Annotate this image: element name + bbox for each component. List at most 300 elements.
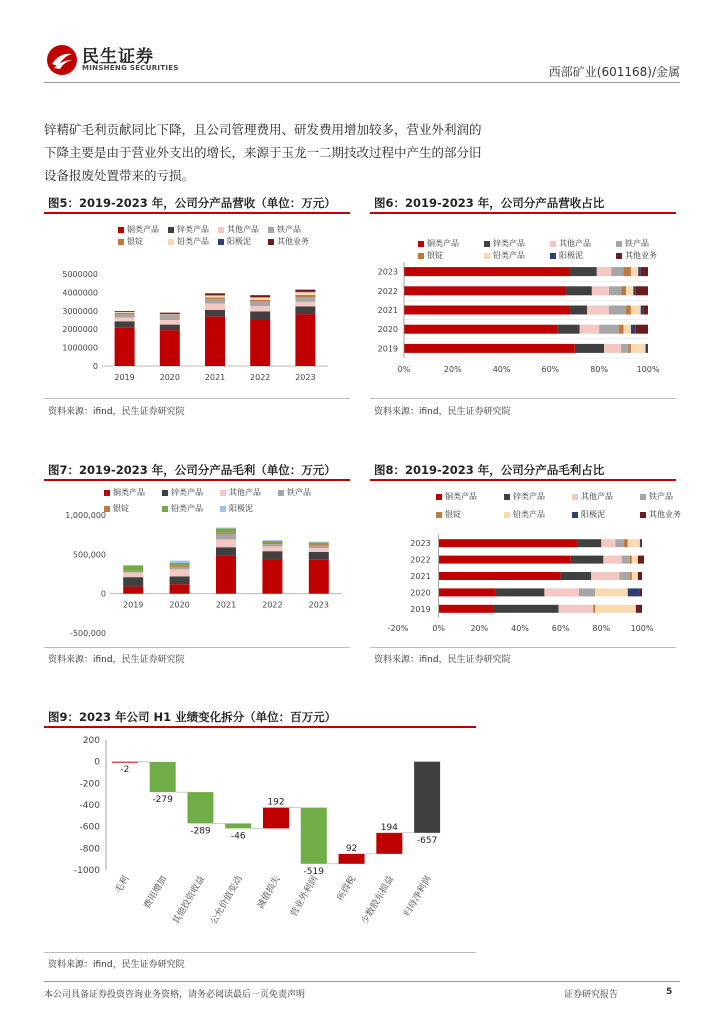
legend-label: 锌类产品 <box>177 225 209 234</box>
x-tick-label: 费用增加 <box>142 874 170 911</box>
y-tick-label: 0 <box>100 589 106 599</box>
x-tick-label: 40% <box>511 624 529 633</box>
fig9-chart <box>44 730 476 950</box>
legend-item <box>436 491 477 502</box>
legend-swatch <box>484 253 490 259</box>
legend-item <box>278 487 311 498</box>
bar-segment <box>575 344 604 353</box>
bar-segment <box>216 528 236 529</box>
bar-segment <box>439 572 561 580</box>
bar-segment <box>496 588 545 596</box>
data-label: 92 <box>345 843 358 854</box>
fig6-title: 图6：2019-2023 年，公司分产品营收占比 <box>374 196 605 210</box>
bar-segment <box>250 300 270 302</box>
legend-swatch <box>220 506 226 512</box>
x-tick-label: 2022 <box>262 600 283 610</box>
x-tick-label: 2019 <box>114 373 135 382</box>
x-tick-label: 归母净利润 <box>402 874 434 919</box>
legend-swatch <box>572 494 578 500</box>
bar-segment <box>262 559 282 594</box>
bar-segment <box>295 314 315 366</box>
bar-segment <box>626 286 633 295</box>
legend-swatch <box>162 490 168 496</box>
company-ticker: 西部矿业(601168)/金属 <box>548 65 680 79</box>
data-label: -519 <box>303 866 324 877</box>
y-tick-label: 4000000 <box>62 288 98 298</box>
y-tick-label: 1000000 <box>62 343 98 353</box>
fig7-title: 图7：2019-2023 年，公司分产品毛利（单位：万元） <box>48 463 336 477</box>
data-label: -289 <box>190 826 211 837</box>
bar-segment <box>309 552 329 560</box>
fig9-rule <box>44 726 476 728</box>
legend-label: 铜类产品 <box>127 225 159 234</box>
legend-item <box>118 224 159 235</box>
legend-label: 铜类产品 <box>113 488 145 497</box>
legend-label: 银锭 <box>427 251 443 260</box>
waterfall-bar <box>187 792 213 823</box>
logo-icon <box>46 44 78 76</box>
data-label: -46 <box>230 831 246 842</box>
bar-segment <box>628 588 640 596</box>
legend-item <box>572 509 605 520</box>
bar-segment <box>640 539 642 547</box>
footer-divider <box>44 981 680 982</box>
legend-label: 铁产品 <box>277 225 301 234</box>
bar-segment <box>559 605 594 613</box>
x-tick-label: 2023 <box>295 373 316 382</box>
x-tick-label: 0% <box>432 624 446 633</box>
bar-segment <box>609 306 626 315</box>
x-tick-label: 少数股东损益 <box>360 874 396 927</box>
bar-segment <box>295 302 315 307</box>
bar-segment <box>631 267 638 276</box>
x-tick-label: 60% <box>551 624 570 633</box>
fig8-plot <box>370 483 676 645</box>
bar-segment <box>115 314 135 318</box>
bar-segment <box>646 344 648 353</box>
bar-segment <box>123 572 143 577</box>
x-tick-label: 2019 <box>123 600 144 610</box>
y-tick-label: -500,000 <box>70 629 106 638</box>
bar-segment <box>621 286 626 295</box>
legend-item <box>268 236 309 247</box>
bar-segment <box>205 293 225 295</box>
x-tick-label: 100% <box>630 624 654 633</box>
legend-item <box>268 224 301 235</box>
legend-swatch <box>168 239 174 245</box>
bar-segment <box>309 560 329 594</box>
y-tick-label: 1,000,000 <box>65 511 106 520</box>
y-tick-label: 2020 <box>377 325 398 335</box>
y-tick-label: 2020 <box>410 588 431 598</box>
y-tick-label: -200 <box>79 779 100 790</box>
bar-segment <box>632 556 638 564</box>
bar-segment <box>216 547 236 556</box>
bar-segment <box>439 556 571 564</box>
y-tick-label: -1000 <box>73 866 100 876</box>
legend-label: 铅类产品 <box>493 251 525 260</box>
bar-segment <box>599 325 619 334</box>
fig5-rule <box>44 212 350 214</box>
bar-segment <box>309 543 329 545</box>
bar-segment <box>628 539 640 547</box>
bar-segment <box>633 286 635 295</box>
bar-segment <box>632 572 638 580</box>
bar-segment <box>404 286 565 295</box>
legend-label: 锌类产品 <box>513 492 545 501</box>
legend-label: 其他产品 <box>559 239 591 248</box>
legend-label: 银锭 <box>127 237 143 246</box>
bar-segment <box>571 556 604 564</box>
legend-item <box>484 250 525 261</box>
legend-swatch <box>268 239 274 245</box>
legend-swatch <box>218 239 224 245</box>
legend-item <box>616 238 649 249</box>
fig7-chart <box>44 483 350 645</box>
y-tick-label: 200 <box>82 736 100 746</box>
bar-segment <box>603 556 621 564</box>
bar-segment <box>160 330 180 366</box>
y-tick-label: 5000000 <box>62 270 98 279</box>
bar-segment <box>170 576 190 584</box>
bar-segment <box>593 605 595 613</box>
bar-segment <box>601 539 615 547</box>
legend-label: 银锭 <box>445 510 461 519</box>
bar-segment <box>631 325 636 334</box>
fig5-title: 图5：2019-2023 年，公司分产品营收（单位：万元） <box>48 196 336 210</box>
legend-label: 铁产品 <box>649 492 673 501</box>
legend-swatch <box>436 494 442 500</box>
y-tick-label: 2023 <box>410 539 431 549</box>
legend-item <box>572 491 613 502</box>
fig9-source: 资料来源：ifind，民生证券研究院 <box>48 960 185 970</box>
fig9-source-rule <box>44 952 476 953</box>
bar-segment <box>309 548 329 552</box>
bar-segment <box>250 311 270 320</box>
bar-segment <box>205 299 225 304</box>
bar-segment <box>123 577 143 586</box>
legend-item <box>220 487 261 498</box>
bar-segment <box>611 267 623 276</box>
legend-swatch <box>616 253 622 259</box>
x-tick-label: 其他投资收益 <box>171 874 208 927</box>
bar-segment <box>404 344 575 353</box>
y-tick-label: 2023 <box>377 267 398 277</box>
fig8-source: 资料来源：ifind，民生证券研究院 <box>374 655 511 665</box>
body-paragraph: 锌精矿毛利贡献同比下降，且公司管理费用、研发费用增加较多，营业外利润的下降主要是由于营业外支出的增长，来源于玉龙一二期技改过程中产生的部分旧设备报废处置带来的亏损。 <box>44 122 482 183</box>
legend-swatch <box>418 241 424 247</box>
bar-segment <box>123 565 143 571</box>
legend-item <box>218 236 251 247</box>
bar-segment <box>123 572 143 573</box>
bar-segment <box>631 344 646 353</box>
fig6-source: 资料来源：ifind，民生证券研究院 <box>374 407 511 417</box>
legend-label: 铅类产品 <box>177 237 209 246</box>
bar-segment <box>309 546 329 548</box>
fig5-chart <box>44 216 350 396</box>
bar-segment <box>638 556 644 564</box>
y-tick-label: 0 <box>92 362 98 371</box>
waterfall-bar <box>339 854 365 864</box>
x-tick-label: 80% <box>590 365 609 374</box>
legend-item <box>616 250 657 261</box>
bar-segment <box>404 267 570 276</box>
waterfall-bar <box>301 808 327 864</box>
legend-label: 阳极泥 <box>227 237 251 246</box>
legend-label: 铁产品 <box>625 239 649 248</box>
legend-swatch <box>268 227 274 233</box>
bar-segment <box>262 551 282 559</box>
legend-item <box>640 509 681 520</box>
bar-segment <box>115 312 135 313</box>
bar-segment <box>587 306 609 315</box>
legend-swatch <box>572 512 578 518</box>
bar-segment <box>636 325 648 334</box>
fig9-plot <box>44 730 476 950</box>
bar-segment <box>643 306 648 315</box>
fig8-source-rule <box>370 647 676 648</box>
data-label: 192 <box>267 797 285 808</box>
bar-segment <box>616 539 624 547</box>
legend-label: 阳极泥 <box>559 251 583 260</box>
bar-segment <box>170 569 190 576</box>
x-tick-label: 2021 <box>215 600 237 610</box>
bar-segment <box>115 318 135 322</box>
bar-segment <box>641 306 643 315</box>
bar-segment <box>404 306 570 315</box>
legend-swatch <box>104 506 110 512</box>
y-tick-label: 2021 <box>410 572 431 581</box>
bar-segment <box>123 571 143 572</box>
y-tick-label: 2000000 <box>62 325 98 335</box>
bar-segment <box>250 320 270 366</box>
bar-segment <box>205 303 225 309</box>
y-tick-label: -800 <box>79 844 100 855</box>
bar-segment <box>624 267 631 276</box>
legend-swatch <box>504 512 510 518</box>
legend-item <box>168 224 209 235</box>
y-tick-label: 3000000 <box>62 306 98 316</box>
legend-swatch <box>550 241 556 247</box>
bar-segment <box>262 546 282 551</box>
x-tick-label: 100% <box>636 365 660 374</box>
x-tick-label: 营业外利润 <box>289 874 321 919</box>
bar-segment <box>621 344 628 353</box>
bar-segment <box>262 540 282 541</box>
bar-segment <box>216 528 236 532</box>
y-tick-label: 2019 <box>410 604 431 614</box>
bar-segment <box>624 325 631 334</box>
legend-item <box>418 238 459 249</box>
bar-segment <box>640 588 642 596</box>
legend-swatch <box>168 227 174 233</box>
legend-label: 锌类产品 <box>171 488 203 497</box>
bar-segment <box>170 584 190 593</box>
legend-swatch <box>436 512 442 518</box>
footer-disclaimer: 本公司具备证券投资咨询业务资格，请务必阅读最后一页免责声明 <box>44 990 306 1000</box>
x-tick-label: 2020 <box>159 373 180 382</box>
bar-segment <box>439 605 494 613</box>
legend-item <box>168 236 209 247</box>
bar-segment <box>170 561 190 563</box>
legend-item <box>484 238 525 249</box>
waterfall-bar <box>150 762 176 792</box>
bar-segment <box>626 306 631 315</box>
legend-item <box>220 503 253 514</box>
bar-segment <box>216 534 236 540</box>
x-tick-label: 2023 <box>308 600 329 610</box>
bar-segment <box>250 298 270 300</box>
bar-segment <box>636 605 642 613</box>
bar-segment <box>595 605 636 613</box>
legend-label: 阳极泥 <box>229 504 253 513</box>
waterfall-bar <box>376 833 402 854</box>
legend-item <box>504 491 545 502</box>
bar-segment <box>295 306 315 314</box>
legend-swatch <box>278 490 284 496</box>
legend-label: 铅类产品 <box>171 504 203 513</box>
bar-segment <box>570 267 597 276</box>
y-tick-label: -600 <box>79 822 100 833</box>
brand-name: 民生证券 <box>82 47 154 67</box>
legend-swatch <box>640 512 646 518</box>
legend-item <box>436 509 461 520</box>
fig7-rule <box>44 479 350 481</box>
x-tick-label: 2020 <box>169 600 190 610</box>
bar-segment <box>123 587 143 594</box>
bar-segment <box>577 539 601 547</box>
legend-swatch <box>218 227 224 233</box>
legend-label: 铜类产品 <box>445 492 477 501</box>
brand-name-en: MINSHENG SECURITIES <box>82 64 179 72</box>
x-tick-label: 2021 <box>204 373 226 382</box>
bar-segment <box>404 325 558 334</box>
bar-segment <box>638 572 642 580</box>
legend-swatch <box>118 239 124 245</box>
bar-segment <box>250 306 270 311</box>
bar-segment <box>631 306 641 315</box>
x-tick-label: 40% <box>492 365 511 374</box>
legend-label: 银锭 <box>113 504 129 513</box>
bar-segment <box>160 315 180 316</box>
x-tick-label: 20% <box>470 624 489 633</box>
fig5-source: 资料来源：ifind，民生证券研究院 <box>48 407 185 417</box>
bar-segment <box>115 321 135 327</box>
bar-segment <box>630 556 632 564</box>
legend-swatch <box>640 494 646 500</box>
x-tick-label: 毛利 <box>113 874 132 896</box>
fig9-title: 图9：2023 年公司 H1 业绩变化拆分（单位：百万元） <box>48 710 337 724</box>
bar-segment <box>160 316 180 320</box>
legend-item <box>162 487 203 498</box>
y-tick-label: 500,000 <box>72 550 106 560</box>
fig6-rule <box>370 212 676 214</box>
x-tick-label: 80% <box>592 624 611 633</box>
bar-segment <box>561 572 592 580</box>
waterfall-bar <box>263 808 289 829</box>
legend-label: 其他产品 <box>581 492 613 501</box>
legend-swatch <box>504 494 510 500</box>
legend-item <box>504 509 545 520</box>
bar-segment <box>579 588 595 596</box>
bar-segment <box>622 556 630 564</box>
legend-label: 阳极泥 <box>581 510 605 519</box>
waterfall-bar <box>225 823 251 828</box>
x-tick-label: 60% <box>541 365 560 374</box>
fig8-chart <box>370 483 681 645</box>
legend-swatch <box>118 227 124 233</box>
bar-segment <box>609 286 621 295</box>
x-tick-label: 0% <box>397 365 411 374</box>
legend-item <box>104 503 129 514</box>
bar-segment <box>115 313 135 314</box>
bar-segment <box>170 565 190 567</box>
bar-segment <box>295 292 315 295</box>
legend-swatch <box>162 506 168 512</box>
fig6-source-rule <box>370 398 676 399</box>
x-tick-label: -20% <box>387 624 409 633</box>
legend-item <box>218 224 259 235</box>
bar-segment <box>636 286 648 295</box>
y-tick-label: 2022 <box>410 555 431 565</box>
bar-segment <box>591 572 619 580</box>
bar-segment <box>205 296 225 298</box>
legend-label: 锌类产品 <box>493 239 525 248</box>
bar-segment <box>309 542 329 543</box>
x-tick-label: 减值损失 <box>255 874 283 911</box>
legend-label: 其他产品 <box>229 488 261 497</box>
bar-segment <box>570 306 587 315</box>
fig8-title: 图8：2019-2023 年，公司分产品毛利占比 <box>374 463 605 477</box>
data-label: 194 <box>380 822 398 833</box>
bar-segment <box>115 311 135 312</box>
bar-segment <box>494 605 559 613</box>
fig8-rule <box>370 479 676 481</box>
legend-item <box>418 250 443 261</box>
bar-segment <box>205 297 225 298</box>
legend-swatch <box>220 490 226 496</box>
legend-item <box>550 250 583 261</box>
bar-segment <box>295 297 315 302</box>
y-tick-label: 2019 <box>377 344 398 354</box>
x-tick-label: 2022 <box>250 373 271 382</box>
bar-segment <box>115 328 135 366</box>
fig5-source-rule <box>44 398 350 399</box>
legend-swatch <box>550 253 556 259</box>
fig7-source: 资料来源：ifind，民生证券研究院 <box>48 655 185 665</box>
bar-segment <box>595 588 628 596</box>
bar-segment <box>216 556 236 594</box>
legend-label: 铅类产品 <box>513 510 545 519</box>
fig6-chart <box>370 216 676 396</box>
x-tick-label: 20% <box>443 365 462 374</box>
bar-segment <box>250 295 270 297</box>
bar-segment <box>250 301 270 306</box>
data-label: -657 <box>416 835 438 846</box>
bar-segment <box>216 539 236 547</box>
legend-swatch <box>616 241 622 247</box>
waterfall-bar <box>414 762 440 833</box>
legend-swatch <box>104 490 110 496</box>
bar-segment <box>216 532 236 534</box>
fig7-source-rule <box>44 647 350 648</box>
x-tick-label: 公允价值变动 <box>209 874 245 927</box>
legend-label: 铁产品 <box>287 488 311 497</box>
legend-label: 其他产品 <box>227 225 259 234</box>
legend-item <box>162 503 203 514</box>
bar-segment <box>638 267 640 276</box>
bar-segment <box>604 344 621 353</box>
